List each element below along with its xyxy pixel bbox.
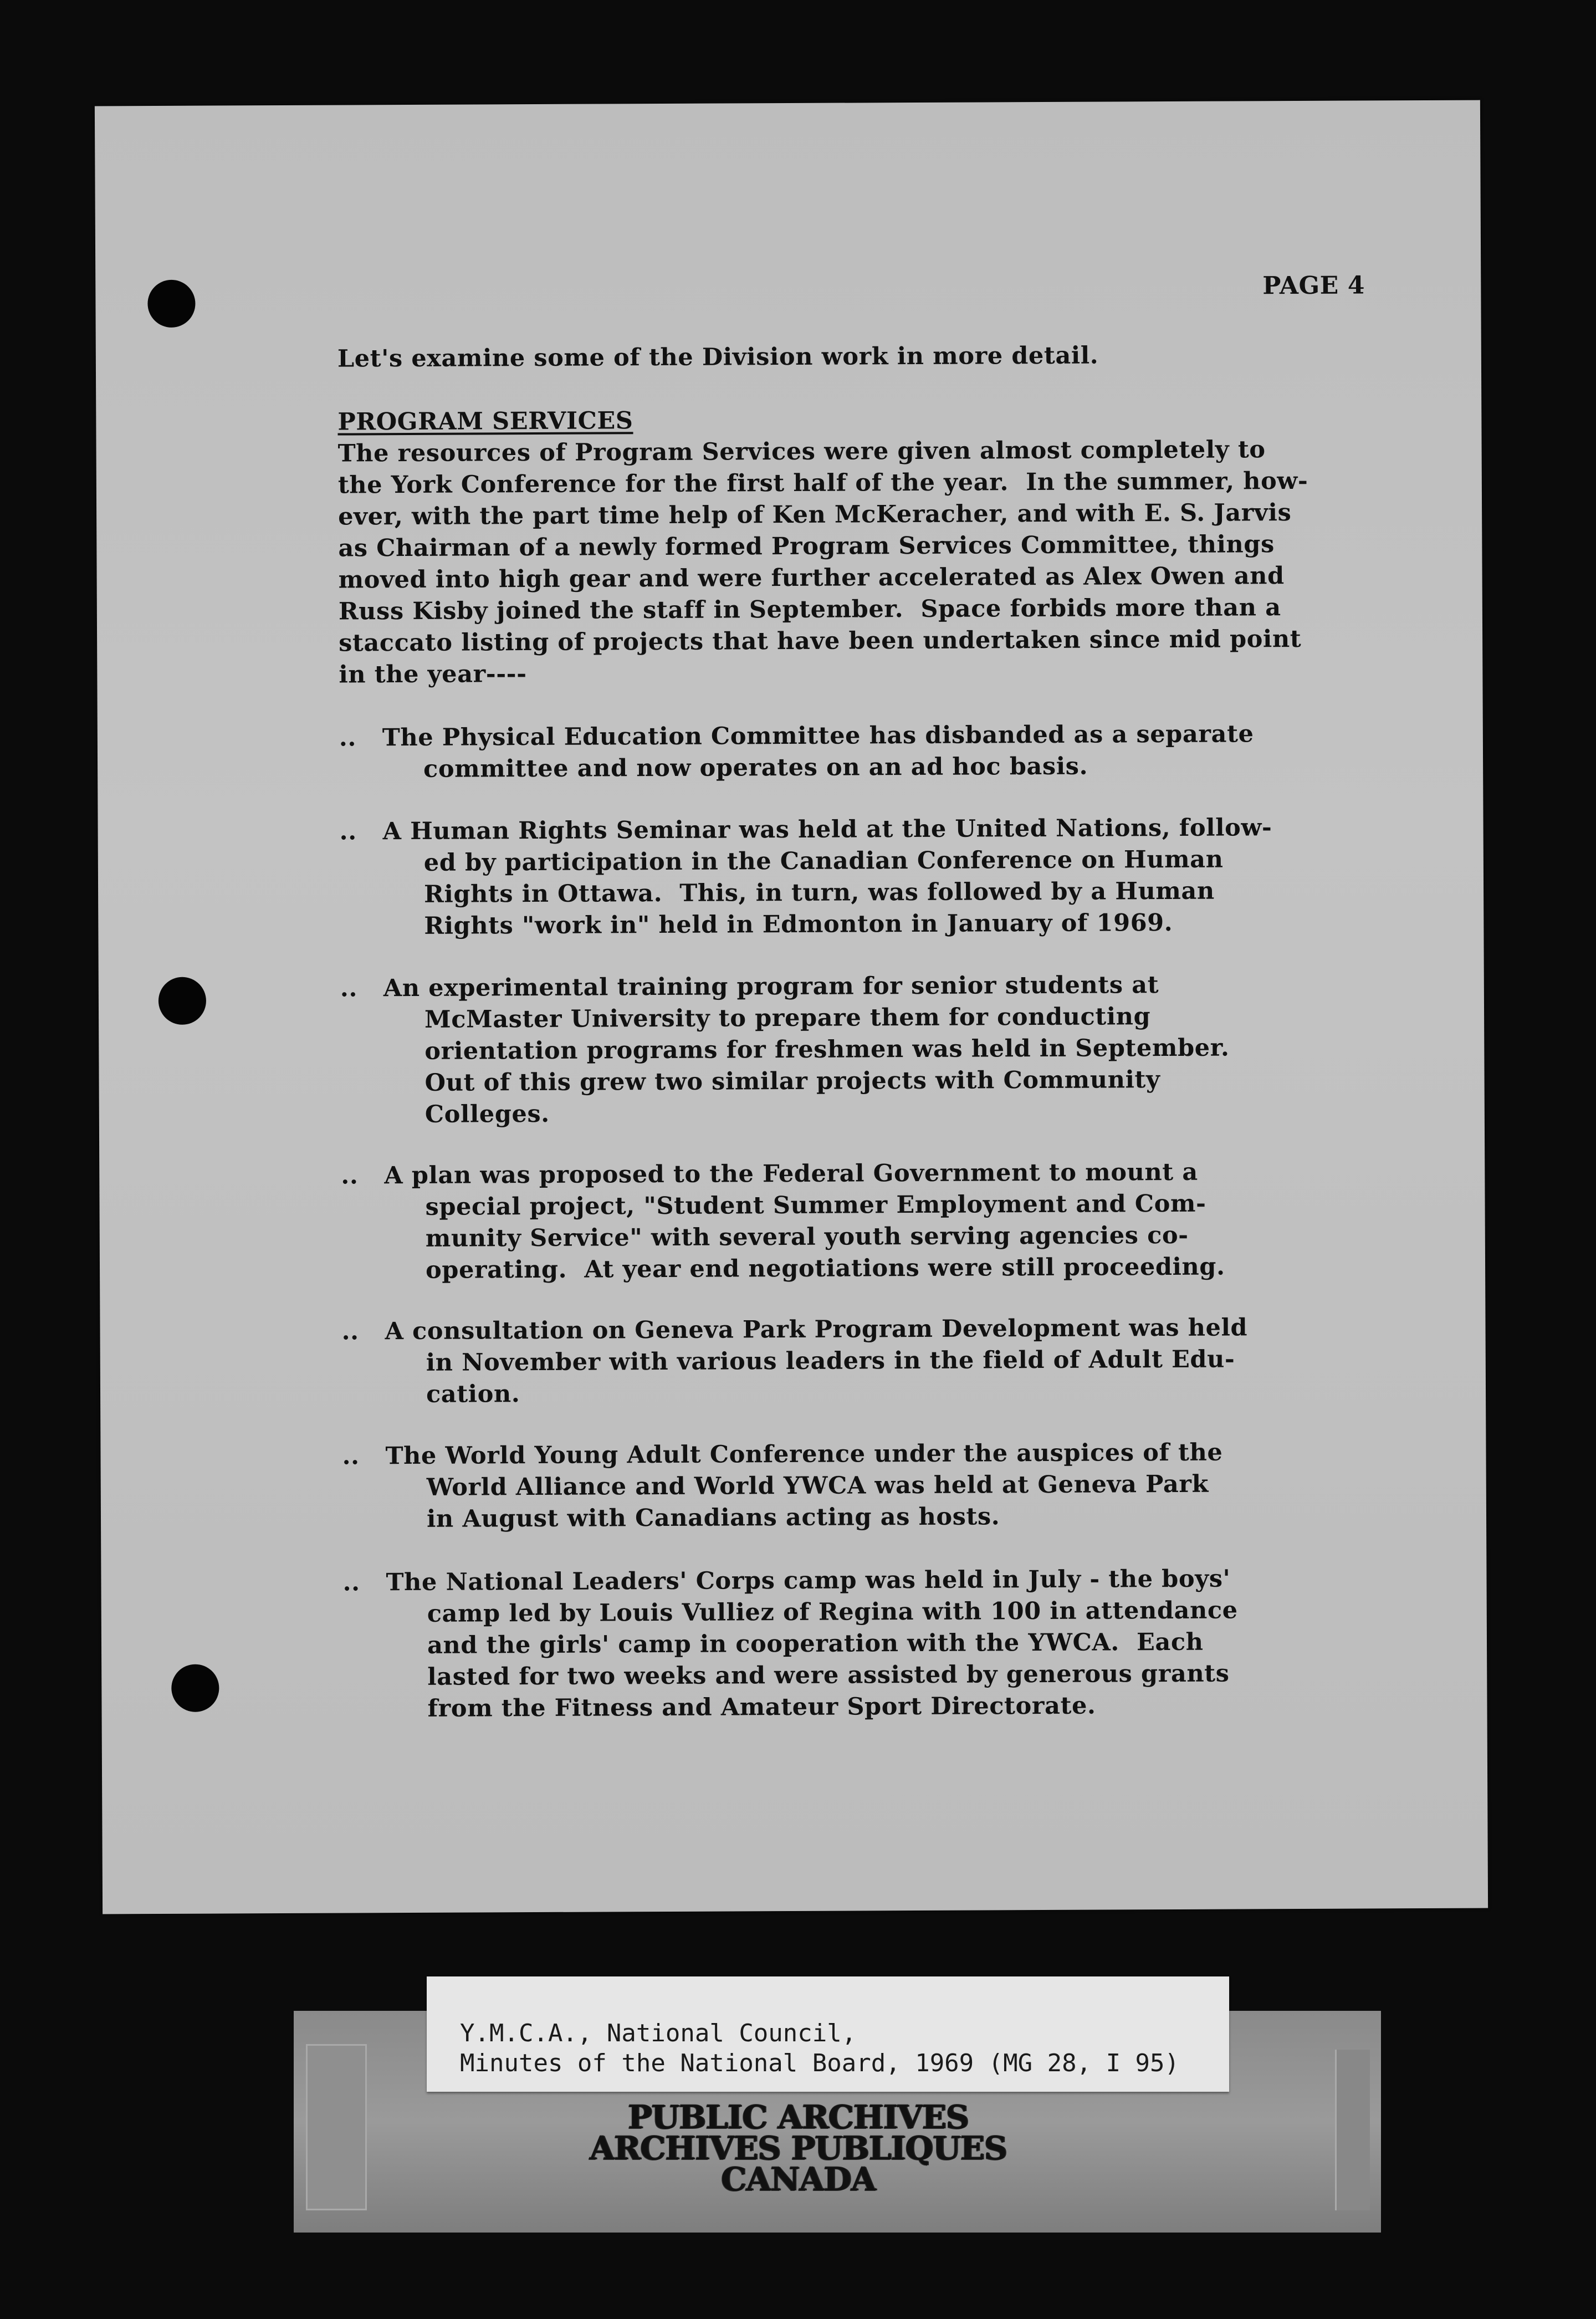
- list-item-continuation: camp led by Louis Vulliez of Regina with 100 in attendance and the girls' camp in cooperation with the YWCA. Each lasted for two weeks and were assisted by generous grants from the Fitness and Amateur Sport Directorate.: [427, 1596, 1238, 1723]
- list-item-continuation: special project, "Student Summer Employment and Com- munity Service" with several youth serving agencies co- operating. At year end negotiations were still proceeding.: [425, 1189, 1225, 1284]
- intro-paragraph: Let's examine some of the Division work in more detail.: [337, 341, 1099, 373]
- list-bullet: ..: [341, 1317, 359, 1346]
- document-page: [95, 100, 1488, 1914]
- punch-hole: [147, 280, 195, 328]
- list-item-first-line: A plan was proposed to the Federal Government to mount a: [384, 1158, 1198, 1190]
- list-item-continuation: in November with various leaders in the field of Adult Edu- cation.: [426, 1345, 1235, 1408]
- reference-line: Minutes of the National Board, 1969 (MG 28, I 95): [460, 2049, 1180, 2077]
- archive-stamp-line: CANADA: [720, 2160, 876, 2198]
- list-item-first-line: The National Leaders' Corps camp was held in July - the boys': [386, 1565, 1231, 1597]
- list-bullet: ..: [339, 818, 357, 846]
- punch-hole: [171, 1664, 219, 1712]
- section-body-line: Russ Kisby joined the staff in September. Space forbids more than a: [338, 594, 1281, 626]
- section-body-line: staccato listing of projects that have been undertaken since mid point: [339, 625, 1302, 657]
- section-heading: PROGRAM SERVICES: [337, 407, 633, 436]
- section-body-line: in the year----: [339, 660, 527, 689]
- list-item-continuation: World Alliance and World YWCA was held at Geneva Park in August with Canadians acting as hosts.: [426, 1470, 1209, 1533]
- list-bullet: ..: [342, 1442, 360, 1470]
- section-body-line: ever, with the part time help of Ken McKeracher, and with E. S. Jarvis: [338, 499, 1292, 531]
- list-item-first-line: A consultation on Geneva Park Program Development was held: [385, 1314, 1248, 1346]
- list-item-continuation: committee and now operates on an ad hoc basis.: [423, 752, 1088, 783]
- punch-hole: [158, 977, 206, 1025]
- section-body-line: The resources of Program Services were given almost completely to: [337, 436, 1266, 468]
- archive-stamp-line: ARCHIVES PUBLIQUES: [589, 2129, 1007, 2167]
- list-bullet: ..: [342, 1569, 360, 1597]
- archive-reference-label: [427, 1976, 1229, 2092]
- list-bullet: ..: [340, 974, 358, 1003]
- list-item-first-line: An experimental training program for senior students at: [383, 971, 1159, 1003]
- list-item-first-line: A Human Rights Seminar was held at the United Nations, follow-: [382, 814, 1272, 846]
- section-body-line: moved into high gear and were further accelerated as Alex Owen and: [338, 562, 1285, 594]
- list-item-continuation: McMaster University to prepare them for conducting orientation programs for freshmen was held in September. Out of this grew two similar projects with Community Colleges.: [424, 1003, 1230, 1128]
- list-item-first-line: The World Young Adult Conference under the auspices of the: [385, 1438, 1223, 1470]
- list-bullet: ..: [339, 724, 357, 752]
- section-body-line: the York Conference for the first half of the year. In the summer, how-: [337, 467, 1308, 499]
- list-item-continuation: ed by participation in the Canadian Conference on Human Rights in Ottawa. This, in turn, was followed by a Human Rights "work in" held in Edmonton in January of 1969.: [423, 845, 1224, 940]
- page-number: PAGE 4: [1262, 271, 1365, 300]
- section-body: [338, 434, 1309, 691]
- section-body-line: as Chairman of a newly formed Program Services Committee, things: [338, 530, 1275, 563]
- list-bullet: ..: [341, 1162, 359, 1190]
- list-item-first-line: The Physical Education Committee has disbanded as a separate: [382, 720, 1254, 752]
- reference-line: Y.M.C.A., National Council,: [460, 2019, 857, 2047]
- archive-stamp-line: PUBLIC ARCHIVES: [627, 2098, 969, 2136]
